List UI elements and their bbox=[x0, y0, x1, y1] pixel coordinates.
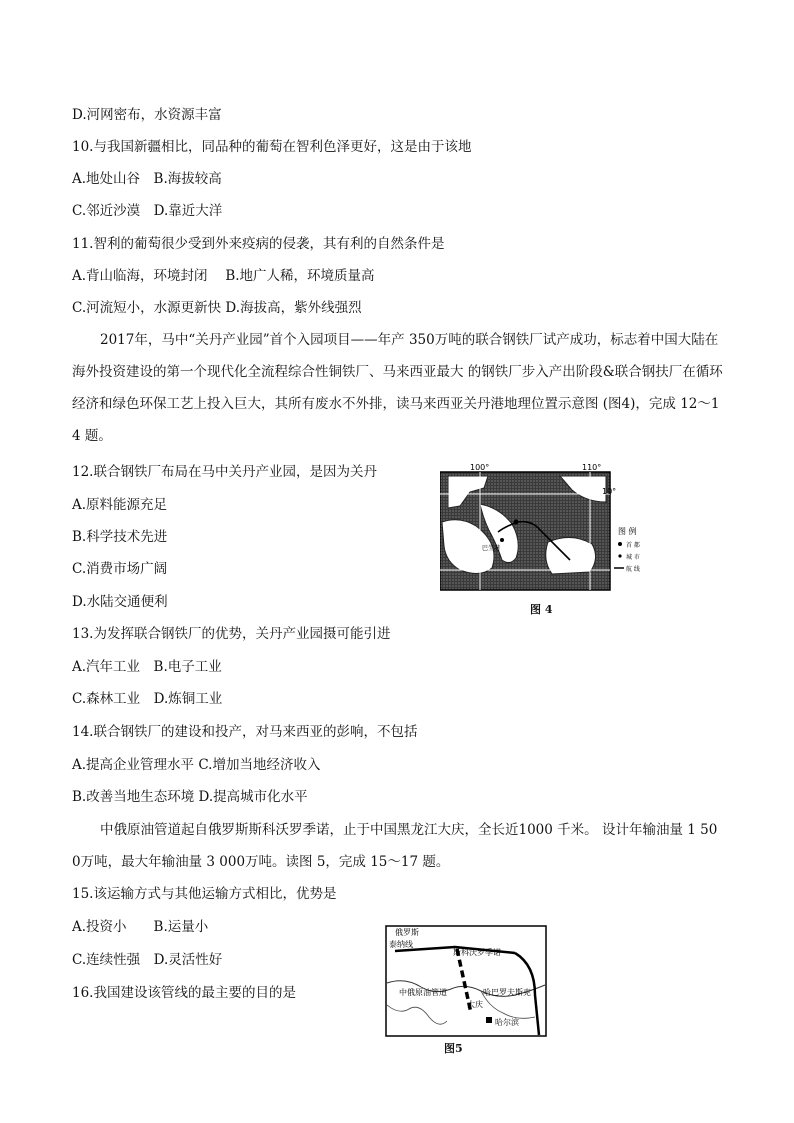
q10-options-ab: A.地处山谷 B.海拔较高 bbox=[72, 171, 222, 187]
q12-stem: 12.联合钢铁厂布局在马中关丹产业园，是因为关丹 bbox=[72, 464, 377, 480]
q11-stem: 11.智利的葡萄很少受到外来疫病的侵袭，其有利的自然条件是 bbox=[72, 236, 445, 252]
label-russia: 俄罗斯 bbox=[395, 928, 419, 937]
label-harbin: 哈尔滨 bbox=[495, 1018, 519, 1027]
q14-options-ac: A.提高企业管理水平 C.增加当地经济收入 bbox=[72, 757, 321, 773]
q12-option-d: D.水陆交通便利 bbox=[72, 594, 168, 610]
lon-label-110: 110° bbox=[582, 463, 602, 472]
figure-4-caption: 图 4 bbox=[530, 603, 553, 616]
q13-stem: 13.为发挥联合钢铁厂的优势，关丹产业园摄可能引进 bbox=[72, 626, 391, 642]
figure-5-map bbox=[385, 925, 547, 1037]
q15-stem: 15.该运输方式与其他运输方式相比，优势是 bbox=[72, 886, 337, 902]
q14-options-bd: B.改善当地生态环境 D.提高城市化水平 bbox=[72, 789, 308, 805]
q13-options-cd: C.森林工业 D.炼铜工业 bbox=[72, 691, 223, 707]
q12-option-b: B.科学技术先进 bbox=[72, 529, 168, 545]
passage-kuantan: 2017年，马中“关丹产业园”首个入园项目——年产 350万吨的联合钢铁厂试产成功，标志着中国大陆在海外投资建设的第一个现代化全流程综合性铜铁厂、马来西亚最大 的钢铁厂步入产出阶段&联合钢扶厂在循环经济和绿色环保工艺上投入巨大，其所有废水不外排，读马来西亚关丹港地理位置示意图 (图4)，完成 12～14 题。 bbox=[72, 332, 723, 444]
label-pipeline: 中俄原油管道 bbox=[399, 988, 447, 997]
q16-stem: 16.我国建设该管线的最主要的目的是 bbox=[72, 985, 296, 1001]
passage-pipeline: 中俄原油管道起自俄罗斯斯科沃罗季诺，止于中国黑龙江大庆，全长近1000 千米。 设计年输油量 1 500万吨，最大年输油量 3 000万吨。读图 5，完成 15～17 题。 bbox=[72, 822, 718, 870]
label-taishet: 泰纳线 bbox=[389, 940, 413, 949]
figure-4-legend bbox=[614, 526, 640, 573]
city-marker-kuantan bbox=[514, 520, 519, 525]
legend-route: 航 线 bbox=[626, 566, 640, 573]
q9-option-d: D.河网密布，水资源丰富 bbox=[72, 107, 222, 123]
q12-option-a: A.原料能源充足 bbox=[72, 497, 168, 513]
legend-title: 图 例 bbox=[618, 527, 637, 536]
q15-options-ab: A.投资小 B.运量小 bbox=[72, 919, 209, 935]
harbin-marker bbox=[486, 1017, 492, 1023]
legend-capital-icon bbox=[618, 542, 622, 546]
label-skovorodino: 斯科沃罗季诺 bbox=[453, 948, 501, 957]
lon-label-100: 100° bbox=[470, 463, 490, 472]
q11-options-cd: C.河流短小，水源更新快 D.海拔高，紫外线强烈 bbox=[72, 300, 362, 316]
city-marker bbox=[500, 538, 504, 542]
lat-label-10: 10° bbox=[602, 487, 617, 496]
q13-options-ab: A.汽年工业 B.电子工业 bbox=[72, 659, 222, 675]
legend-city-icon bbox=[618, 554, 621, 557]
label-daqing: 大庆 bbox=[467, 1000, 483, 1009]
q10-stem: 10.与我国新疆相比，同品种的葡萄在智利色泽更好，这是由于该地 bbox=[72, 139, 472, 155]
q11-options-ab: A.背山临海，环境封闭 B.地广人稀，环境质量高 bbox=[72, 268, 375, 284]
legend-city: 城 市 bbox=[626, 554, 640, 561]
figure-5-caption: 图5 bbox=[444, 1042, 463, 1055]
q10-options-cd: C.邻近沙漠 D.靠近大洋 bbox=[72, 203, 223, 219]
q15-options-cd: C.连续性强 D.灵活性好 bbox=[72, 952, 223, 968]
legend-capital: 首 都 bbox=[626, 542, 640, 549]
label-habarovsk: 哈巴罗夫斯克 bbox=[483, 988, 531, 997]
q12-option-c: C.消费市场广阔 bbox=[72, 561, 168, 577]
map-place-label: 巴生港 bbox=[482, 545, 501, 552]
q14-stem: 14.联合钢铁厂的建设和投产，对马来西亚的彭响，不包括 bbox=[72, 724, 418, 740]
figure-4-map bbox=[440, 462, 645, 592]
